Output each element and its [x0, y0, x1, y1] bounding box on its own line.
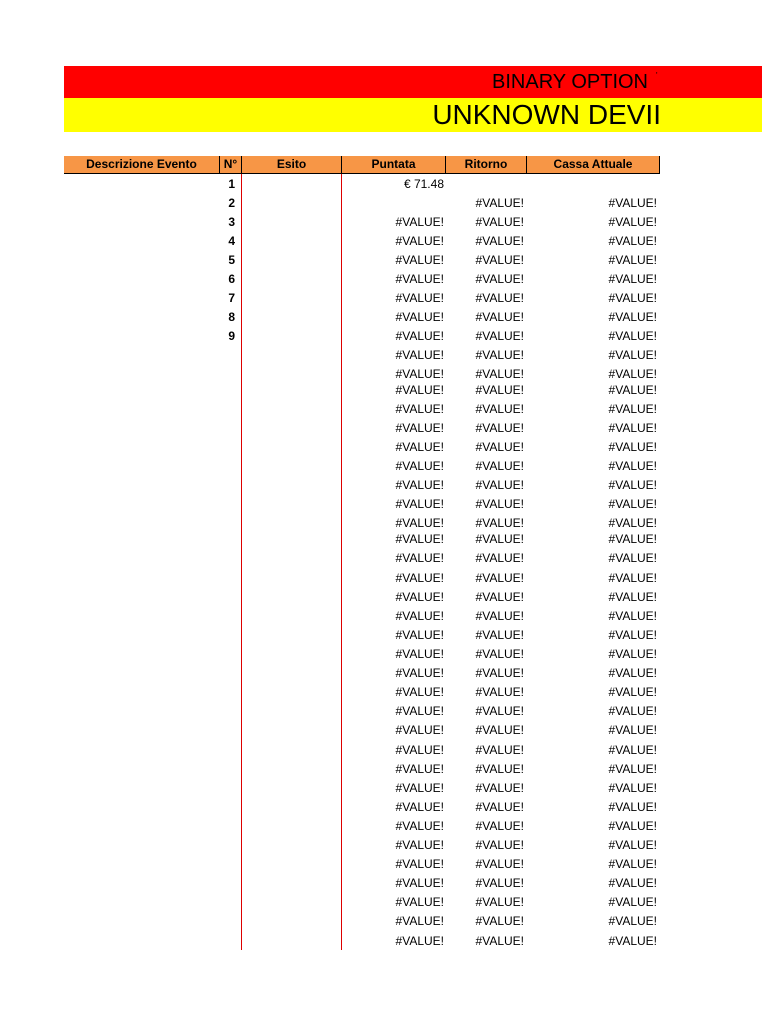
puntata-cell: #VALUE!	[395, 628, 444, 642]
puntata-cell: #VALUE!	[395, 609, 444, 623]
ritorno-cell: #VALUE!	[475, 367, 524, 381]
cassa-cell: #VALUE!	[608, 743, 657, 757]
page-title: BINARY OPTION	[492, 71, 648, 93]
row-number: 7	[228, 291, 235, 305]
cassa-cell: #VALUE!	[608, 800, 657, 814]
cassa-cell: #VALUE!	[608, 402, 657, 416]
row-number: 2	[228, 196, 235, 210]
cassa-cell: #VALUE!	[608, 234, 657, 248]
row-number: 6	[228, 272, 235, 286]
col-header-cassa: Cassa Attuale	[527, 156, 660, 174]
cassa-cell: #VALUE!	[608, 497, 657, 511]
ritorno-cell: #VALUE!	[475, 762, 524, 776]
cassa-cell: #VALUE!	[608, 857, 657, 871]
cassa-cell: #VALUE!	[608, 762, 657, 776]
cassa-cell: #VALUE!	[608, 551, 657, 565]
puntata-cell: #VALUE!	[395, 685, 444, 699]
row-number: 8	[228, 310, 235, 324]
puntata-cell: #VALUE!	[395, 723, 444, 737]
puntata-cell: € 71.48	[403, 177, 444, 191]
ritorno-cell: #VALUE!	[475, 459, 524, 473]
puntata-cell: #VALUE!	[395, 478, 444, 492]
row-number: 3	[228, 215, 235, 229]
cassa-cell: #VALUE!	[608, 590, 657, 604]
puntata-cell: #VALUE!	[395, 310, 444, 324]
cassa-cell: #VALUE!	[608, 459, 657, 473]
cassa-cell: #VALUE!	[608, 704, 657, 718]
col-header-esito: Esito	[242, 156, 342, 174]
cassa-cell: #VALUE!	[608, 723, 657, 737]
puntata-cell: #VALUE!	[395, 857, 444, 871]
puntata-cell: #VALUE!	[395, 329, 444, 343]
ritorno-cell: #VALUE!	[475, 532, 524, 546]
cassa-cell: #VALUE!	[608, 440, 657, 454]
ritorno-cell: #VALUE!	[475, 497, 524, 511]
cassa-cell: #VALUE!	[608, 781, 657, 795]
ritorno-cell: #VALUE!	[475, 934, 524, 948]
ritorno-cell: #VALUE!	[475, 800, 524, 814]
ritorno-cell: #VALUE!	[475, 421, 524, 435]
row-number: 4	[228, 234, 235, 248]
cassa-cell: #VALUE!	[608, 421, 657, 435]
cassa-cell: #VALUE!	[608, 253, 657, 267]
puntata-cell: #VALUE!	[395, 876, 444, 890]
ritorno-cell: #VALUE!	[475, 383, 524, 397]
puntata-cell: #VALUE!	[395, 291, 444, 305]
ritorno-cell: #VALUE!	[475, 895, 524, 909]
title-band	[64, 66, 762, 98]
ritorno-cell: #VALUE!	[475, 723, 524, 737]
ritorno-cell: #VALUE!	[475, 838, 524, 852]
puntata-cell: #VALUE!	[395, 402, 444, 416]
puntata-cell: #VALUE!	[395, 704, 444, 718]
ritorno-cell: #VALUE!	[475, 402, 524, 416]
puntata-cell: #VALUE!	[395, 590, 444, 604]
table-header	[64, 156, 660, 174]
cassa-cell: #VALUE!	[608, 310, 657, 324]
cassa-cell: #VALUE!	[608, 532, 657, 546]
cassa-cell: #VALUE!	[608, 609, 657, 623]
cassa-cell: #VALUE!	[608, 571, 657, 585]
cassa-cell: #VALUE!	[608, 329, 657, 343]
cassa-cell: #VALUE!	[608, 291, 657, 305]
ritorno-cell: #VALUE!	[475, 647, 524, 661]
ritorno-cell: #VALUE!	[475, 310, 524, 324]
ritorno-cell: #VALUE!	[475, 478, 524, 492]
ritorno-cell: #VALUE!	[475, 196, 524, 210]
puntata-cell: #VALUE!	[395, 819, 444, 833]
ritorno-cell: #VALUE!	[475, 914, 524, 928]
cassa-cell: #VALUE!	[608, 367, 657, 381]
ritorno-cell: #VALUE!	[475, 666, 524, 680]
puntata-cell: #VALUE!	[395, 383, 444, 397]
puntata-cell: #VALUE!	[395, 253, 444, 267]
cassa-cell: #VALUE!	[608, 272, 657, 286]
ritorno-cell: #VALUE!	[475, 215, 524, 229]
puntata-cell: #VALUE!	[395, 532, 444, 546]
ritorno-cell: #VALUE!	[475, 253, 524, 267]
puntata-cell: #VALUE!	[395, 895, 444, 909]
cassa-cell: #VALUE!	[608, 215, 657, 229]
cassa-cell: #VALUE!	[608, 383, 657, 397]
puntata-cell: #VALUE!	[395, 781, 444, 795]
col-header-descrizione: Descrizione Evento	[64, 156, 220, 174]
ritorno-cell: #VALUE!	[475, 609, 524, 623]
ritorno-cell: #VALUE!	[475, 819, 524, 833]
puntata-cell: #VALUE!	[395, 914, 444, 928]
row-number: 9	[228, 329, 235, 343]
ritorno-cell: #VALUE!	[475, 348, 524, 362]
ritorno-cell: #VALUE!	[475, 876, 524, 890]
cassa-cell: #VALUE!	[608, 196, 657, 210]
ritorno-cell: #VALUE!	[475, 272, 524, 286]
page-subtitle: UNKNOWN DEVII	[432, 99, 661, 130]
ritorno-cell: #VALUE!	[475, 440, 524, 454]
cassa-cell: #VALUE!	[608, 914, 657, 928]
puntata-cell: #VALUE!	[395, 571, 444, 585]
puntata-cell: #VALUE!	[395, 367, 444, 381]
cassa-cell: #VALUE!	[608, 478, 657, 492]
cassa-cell: #VALUE!	[608, 628, 657, 642]
col-header-ritorno: Ritorno	[446, 156, 527, 174]
ritorno-cell: #VALUE!	[475, 291, 524, 305]
ritorno-cell: #VALUE!	[475, 329, 524, 343]
puntata-cell: #VALUE!	[395, 666, 444, 680]
ritorno-cell: #VALUE!	[475, 516, 524, 530]
puntata-cell: #VALUE!	[395, 348, 444, 362]
puntata-cell: #VALUE!	[395, 459, 444, 473]
puntata-cell: #VALUE!	[395, 234, 444, 248]
puntata-cell: #VALUE!	[395, 800, 444, 814]
title-mark: '	[656, 71, 658, 80]
puntata-cell: #VALUE!	[395, 934, 444, 948]
cassa-cell: #VALUE!	[608, 685, 657, 699]
col-header-puntata: Puntata	[342, 156, 446, 174]
ritorno-cell: #VALUE!	[475, 551, 524, 565]
cassa-cell: #VALUE!	[608, 895, 657, 909]
ritorno-cell: #VALUE!	[475, 234, 524, 248]
puntata-cell: #VALUE!	[395, 272, 444, 286]
cassa-cell: #VALUE!	[608, 516, 657, 530]
row-number: 1	[228, 177, 235, 191]
cassa-cell: #VALUE!	[608, 348, 657, 362]
puntata-cell: #VALUE!	[395, 838, 444, 852]
cassa-cell: #VALUE!	[608, 838, 657, 852]
ritorno-cell: #VALUE!	[475, 685, 524, 699]
col-header-numero: N°	[220, 156, 242, 174]
cassa-cell: #VALUE!	[608, 647, 657, 661]
cassa-cell: #VALUE!	[608, 666, 657, 680]
puntata-cell: #VALUE!	[395, 762, 444, 776]
ritorno-cell: #VALUE!	[475, 781, 524, 795]
cassa-cell: #VALUE!	[608, 819, 657, 833]
ritorno-cell: #VALUE!	[475, 704, 524, 718]
puntata-cell: #VALUE!	[395, 516, 444, 530]
ritorno-cell: #VALUE!	[475, 743, 524, 757]
puntata-cell: #VALUE!	[395, 497, 444, 511]
puntata-cell: #VALUE!	[395, 551, 444, 565]
puntata-cell: #VALUE!	[395, 440, 444, 454]
ritorno-cell: #VALUE!	[475, 628, 524, 642]
puntata-cell: #VALUE!	[395, 215, 444, 229]
puntata-cell: #VALUE!	[395, 421, 444, 435]
column-divider-esito	[241, 174, 242, 950]
row-number: 5	[228, 253, 235, 267]
ritorno-cell: #VALUE!	[475, 571, 524, 585]
cassa-cell: #VALUE!	[608, 876, 657, 890]
subtitle-band	[64, 98, 762, 132]
ritorno-cell: #VALUE!	[475, 857, 524, 871]
puntata-cell: #VALUE!	[395, 743, 444, 757]
cassa-cell: #VALUE!	[608, 934, 657, 948]
ritorno-cell: #VALUE!	[475, 590, 524, 604]
puntata-cell: #VALUE!	[395, 647, 444, 661]
